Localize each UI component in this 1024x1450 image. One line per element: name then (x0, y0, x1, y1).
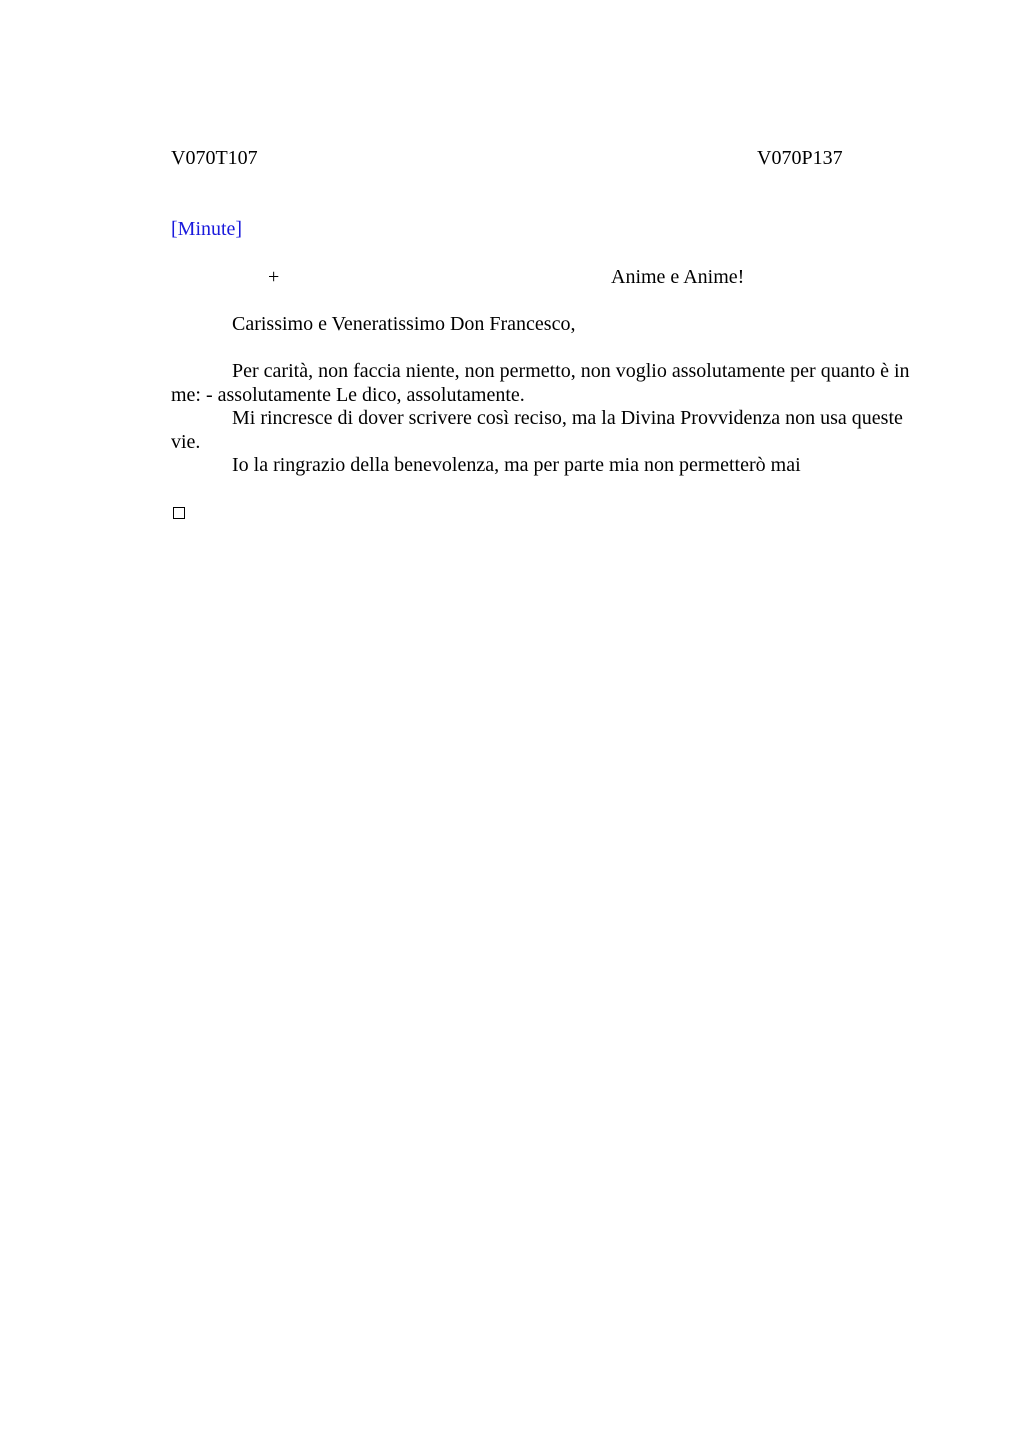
empty-square-icon (173, 507, 185, 519)
letter-paragraph: Per carità, non faccia niente, non permetto, non voglio assolutamente per quanto è in me: - assolutamente Le dico, assolutamente. (171, 360, 910, 406)
document-code-left: V070T107 (171, 147, 258, 169)
minute-link[interactable]: [Minute] (171, 218, 243, 240)
cross-symbol: + (268, 266, 280, 288)
letter-salutation: Carissimo e Veneratissimo Don Francesco, (232, 313, 576, 335)
motto-heading: Anime e Anime! (611, 266, 745, 288)
letter-paragraph: Io la ringrazio della benevolenza, ma per parte mia non permetterò mai (232, 454, 801, 476)
document-page (171, 0, 927, 1450)
letter-paragraph: Mi rincresce di dover scrivere così reciso, ma la Divina Provvidenza non usa queste vie. (171, 407, 903, 453)
letter-body (171, 360, 927, 478)
page-code-right: V070P137 (757, 147, 843, 169)
